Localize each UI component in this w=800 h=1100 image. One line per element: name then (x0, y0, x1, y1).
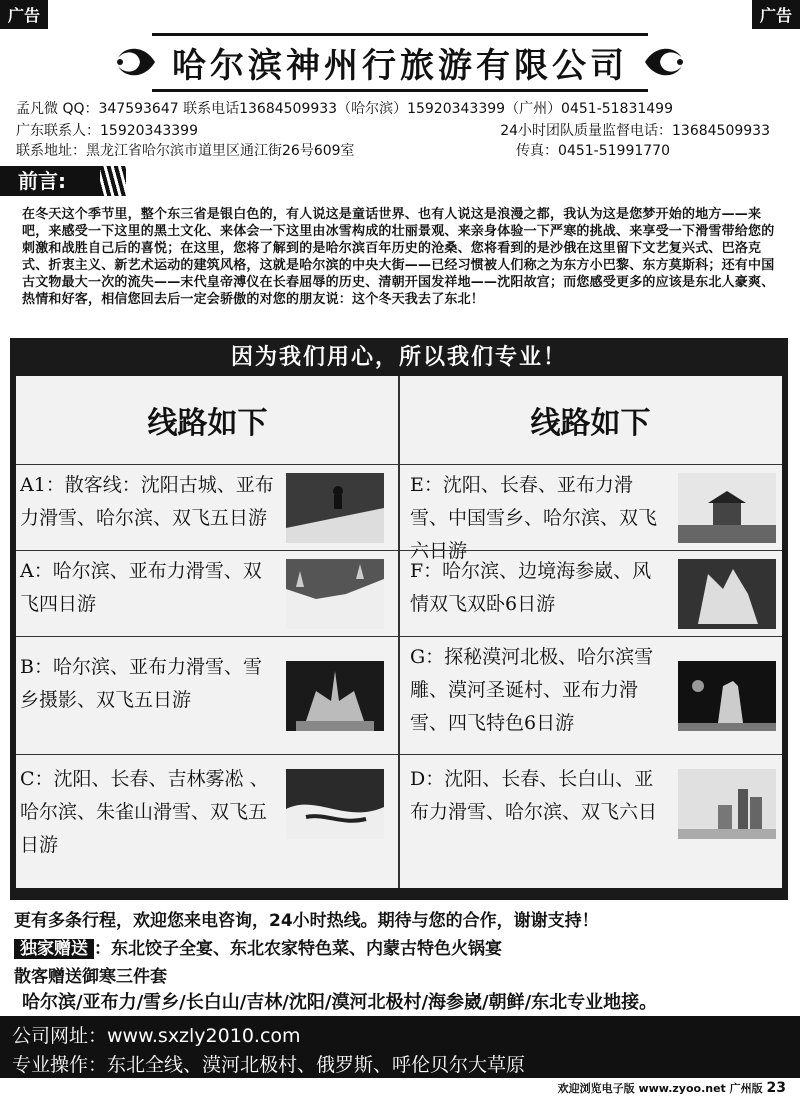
route-card (16, 464, 398, 550)
gift-label: 独家赠送 (14, 939, 94, 959)
page-footer-url[interactable]: 欢迎浏览电子版 www.zyoo.net (557, 1082, 726, 1095)
ice-sculpture-photo (678, 559, 776, 629)
operations-line: 专业操作：东北全线、漠河北极村、俄罗斯、呼伦贝尔大草原 (12, 1054, 526, 1076)
ad-tag-right: 广告 (752, 0, 800, 29)
slogan: 因为我们用心，所以我们专业！ (230, 345, 567, 370)
contact-guangdong: 广东联系人：15920343399 (16, 123, 198, 139)
route-text: G：探秘漠河北极、哈尔滨雪雕、漠河圣诞村、亚布力滑雪、四飞特色6日游 (410, 646, 654, 734)
route-text: A1：散客线：沈阳古城、亚布力滑雪、哈尔滨、双飞五日游 (20, 474, 274, 529)
page-number: 23 (766, 1080, 786, 1096)
contact-address: 联系地址：黑龙江省哈尔滨市道里区通江街26号609室 (16, 143, 355, 159)
night-ice-photo (678, 661, 776, 731)
route-card (16, 550, 398, 636)
route-card (16, 754, 398, 856)
route-text: A：哈尔滨、亚布力滑雪、双飞四日游 (20, 560, 262, 615)
route-text: F：哈尔滨、边境海参崴、风情双飞双卧6日游 (410, 560, 652, 615)
gift-text: ：东北饺子全宴、东北农家特色菜、内蒙古特色火锅宴 (94, 939, 502, 959)
contact-fax: 传真：0451-51991770 (516, 143, 670, 159)
company-title-row (112, 36, 688, 88)
route-text: E：沈阳、长春、亚布力滑雪、中国雪乡、哈尔滨、双飞六日游 (410, 474, 658, 562)
website-line[interactable]: 公司网址：www.sxzly2010.com (12, 1025, 301, 1047)
stripes-decoration (100, 166, 126, 196)
rime-river-photo (286, 769, 384, 839)
contact-line-1: 孟凡微 QQ：347593647 联系电话13684509933（哈尔滨）15920343399（广州）0451-51831499 (16, 101, 674, 117)
cities-line: 哈尔滨/亚布力/雪乡/长白山/吉林/沈阳/漠河北极村/海参崴/朝鲜/东北专业地接。 (22, 992, 658, 1013)
edition-label: 广州版 (729, 1082, 763, 1095)
route-text: C：沈阳、长春、吉林雾凇 、哈尔滨、朱雀山滑雪、双飞五日游 (20, 768, 269, 856)
scatter-gift-line: 散客赠送御寒三件套 (14, 967, 167, 987)
route-card (400, 550, 782, 636)
preface-text: 在冬天这个季节里，整个东三省是银白色的，有人说这是童话世界、也有人说这是浪漫之都，我认为这是您梦开始的地方——来吧，来感受一下这里的黑土文化、来体会一下这里由冰雪构成的壮丽景观、来亲身体验一下严寒的挑战、来享受一下滑雪带给您的刺激和战胜自己后的喜悦；在这里，您将了解到的是哈尔滨百年历史的沧桑、您将看到的是沙俄在这里留下文艺复兴式、巴洛克式、折衷主义、新艺术运动的建筑风格，这就是哈尔滨的中央大街——已经习惯被人们称之为东方小巴黎、东方莫斯科；还有中国古文物最大一次的流失——末代皇帝溥仪在长春屈辱的历史、清朝开国发祥地——沈阳故宫；而您感受更多的应该是东北人豪爽、热情和好客，相信您回去后一定会骄傲的对您的朋友说：这个冬天我去了东北！ (22, 207, 775, 307)
ski-jump-photo (286, 473, 384, 543)
city-skyline-photo (678, 769, 776, 839)
col-heading-left: 线路如下 (147, 406, 268, 441)
routes-inner (16, 376, 782, 888)
route-card (400, 636, 782, 754)
palace-photo (678, 473, 776, 543)
gift-line (14, 934, 502, 959)
routes-panel (10, 338, 788, 900)
route-text: B：哈尔滨、亚布力滑雪、雪乡摄影、双飞五日游 (20, 656, 262, 711)
more-trips-line: 更有多条行程，欢迎您来电咨询，24小时热线。期待与您的合作，谢谢支持！ (14, 911, 599, 931)
preface-heading: 前言: (0, 166, 120, 196)
route-card (16, 636, 398, 754)
route-card (400, 754, 782, 852)
route-card (400, 464, 782, 562)
skiing-photo (286, 559, 384, 629)
col-heading-right: 线路如下 (530, 406, 651, 441)
footer-bar (0, 1016, 800, 1078)
contact-supervision: 24小时团队质量监督电话：13684509933 (500, 123, 770, 139)
ad-tag-left: 广告 (0, 0, 48, 29)
ice-castle-photo (286, 661, 384, 731)
page-footer (558, 1080, 786, 1096)
company-name: 哈尔滨神州行旅游有限公司 (152, 33, 648, 92)
ornament-right-icon (640, 40, 690, 84)
route-text: D：沈阳、长春、长白山、亚布力滑雪、哈尔滨、双飞六日 (410, 768, 658, 823)
